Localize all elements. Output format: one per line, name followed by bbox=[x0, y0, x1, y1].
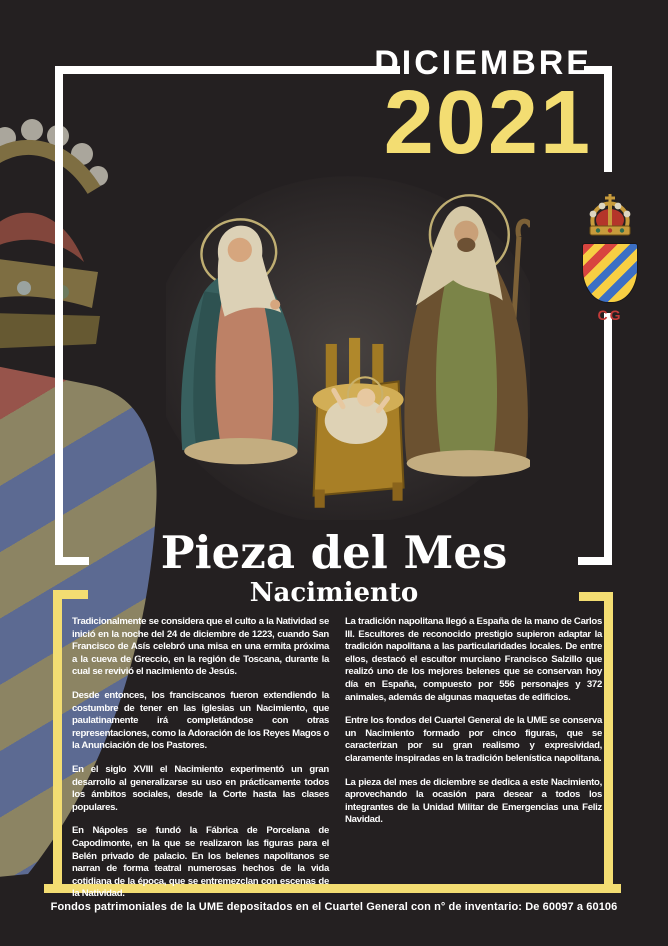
nativity-figures-image bbox=[166, 176, 530, 520]
cg-shield-icon bbox=[582, 243, 638, 303]
footer-inventory-note: Fondos patrimoniales de la UME depositados en el Cuartel General con n° de inventario: De 60097 a 60106 bbox=[50, 901, 618, 913]
paragraph: La tradición napolitana llegó a España de la mano de Carlos III. Escultores de reconocido prestigio supieron adaptar la tradición napolitana a las particularidades locales. De entre ellos, destacó el escultor murciano Francisco Salzillo que realizó uno de los mejores belenes que se conservan hoy día en España, compuesto por 556 personajes y 372 animales, además de algunas maquetas de edificios. bbox=[345, 616, 602, 703]
month-label: DICIEMBRE bbox=[374, 44, 592, 82]
paragraph: En el siglo XVIII el Nacimiento experimentó un gran desarrollo al generalizarse su uso en prácticamente todos los ámbitos sociales, desde la Corte hasta las clases populares. bbox=[72, 763, 329, 813]
left-column bbox=[72, 616, 329, 912]
page-title: Pieza del Mes bbox=[160, 526, 508, 579]
paragraph: Tradicionalmente se considera que el culto a la Natividad se inició en la noche del 24 de diciembre de 1223, cuando San Francisco de Asís celebró una misa en una ermita próxima a la cueva de Greccio, en la región de Toscana, durante la cual se revivió el nacimiento de Jesús. bbox=[72, 616, 329, 678]
body-text bbox=[72, 616, 602, 912]
cg-emblem bbox=[578, 192, 642, 323]
crest-crown-icon bbox=[0, 119, 108, 350]
white-frame-right-bar-upper bbox=[604, 66, 612, 172]
page-subtitle: Nacimiento bbox=[249, 578, 419, 609]
paragraph: Entre los fondos del Cuartel General de la UME se conserva un Nacimiento formado por cinco figuras, que se caracterizan por su gran realismo y expresividad, claramente inspiradas en la tradición belenística napolitana. bbox=[345, 715, 602, 764]
title-block bbox=[0, 526, 668, 609]
paragraph: En Nápoles se fundó la Fábrica de Porcelana de Capodimonte, en la que se realizaron las figuras para el Belén privado de palacio. En los belenes napolitanos se narran de forma teatral numerosas hechos de la vida cotidiana de la época, que se entremezclan con escenas de la Natividad. bbox=[72, 825, 329, 900]
paragraph: Desde entonces, los franciscanos fueron extendiendo la costumbre de tener en las iglesias un Nacimiento, que paulatinamente irá completándose con otras representaciones, como la Adoración de los Reyes Magos o la Anunciación de los Pastores. bbox=[72, 689, 329, 752]
crown-icon bbox=[579, 192, 641, 238]
year-label: 2021 bbox=[383, 73, 592, 173]
yellow-frame-left-bar bbox=[53, 590, 62, 888]
white-frame-right-bar-lower bbox=[604, 313, 612, 565]
right-column bbox=[345, 616, 602, 912]
white-frame-top-bar bbox=[55, 66, 400, 74]
paragraph: La pieza del mes de diciembre se dedica a este Nacimiento, aprovechando la ocasión para desear a todos los integrantes de la Unidad Militar de Emergencias una Feliz Navidad. bbox=[345, 776, 602, 826]
header bbox=[374, 44, 592, 173]
cg-label: CG bbox=[597, 307, 623, 323]
white-frame-left-bar bbox=[55, 66, 63, 565]
yellow-frame-right-bar bbox=[604, 592, 613, 888]
